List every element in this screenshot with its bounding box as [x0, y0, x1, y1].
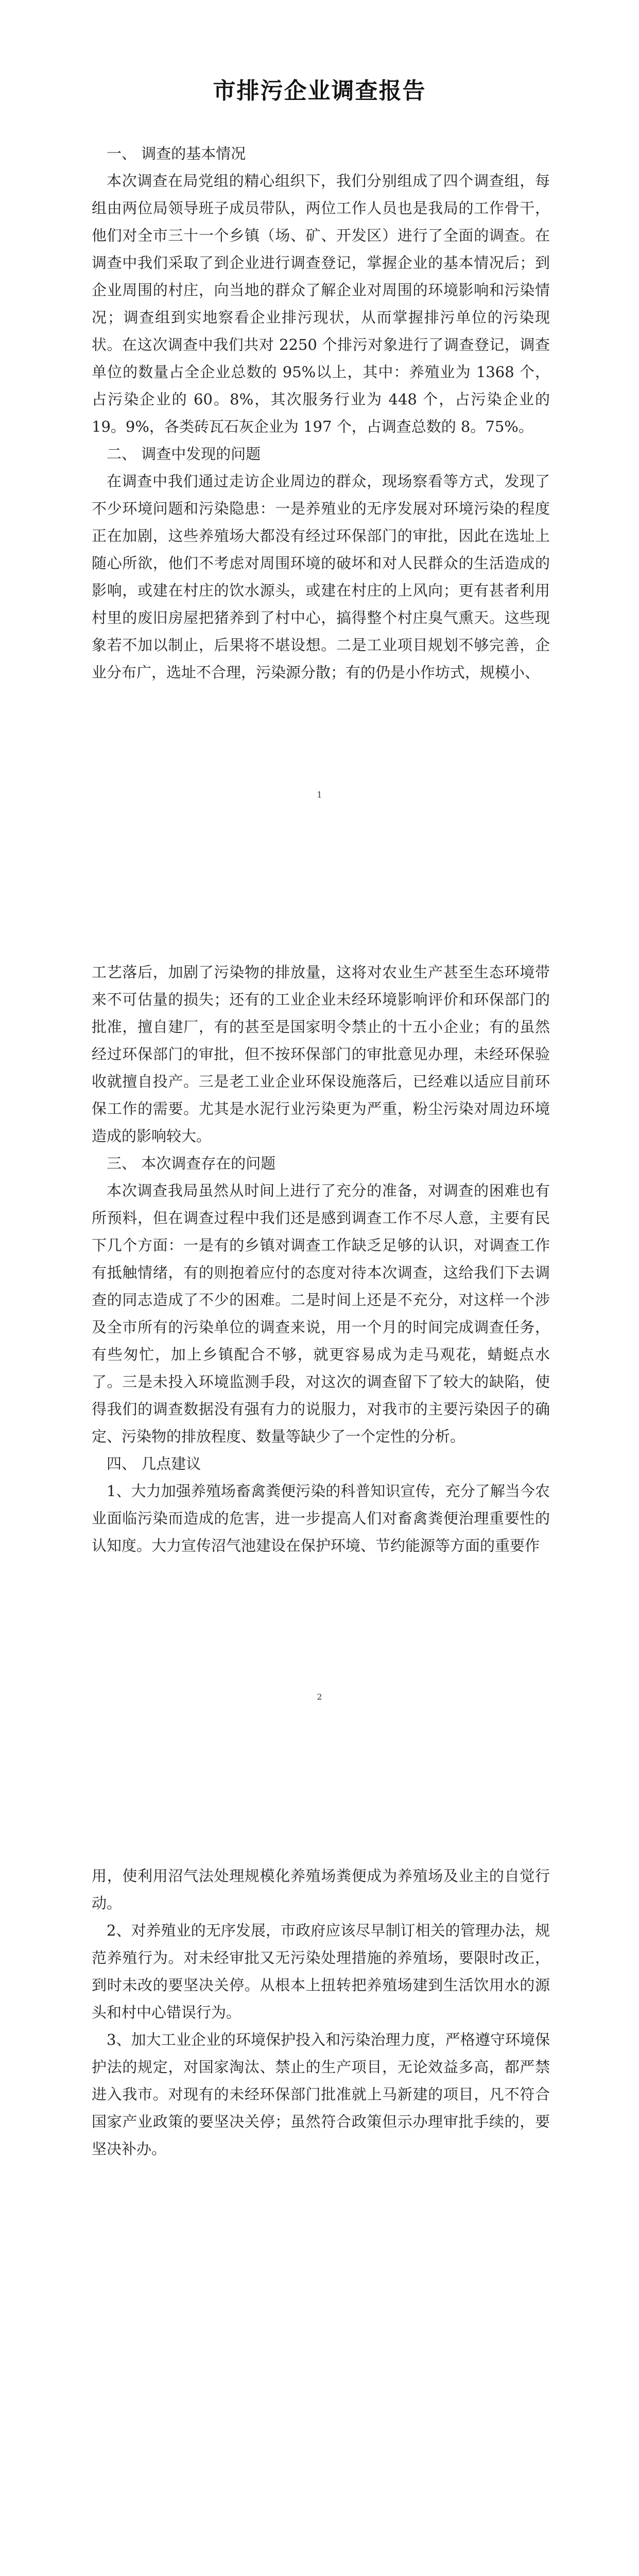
document-page-2	[0, 904, 639, 1807]
document-page-3	[0, 1807, 639, 2576]
page-1-content	[92, 140, 550, 686]
page-number: 2	[317, 1692, 322, 1702]
document-title: 市排污企业调查报告	[213, 78, 426, 104]
page-2-content	[92, 959, 550, 1560]
section-heading-2: 二、 调查中发现的问题	[107, 445, 261, 463]
section-heading-1: 一、 调查的基本情况	[107, 145, 246, 162]
document-page-1	[0, 0, 639, 904]
suggestion-item-3: 3、加大工业企业的环境保护投入和污染治理力度，严格遵守环境保护法的规定，对国家淘汰、禁止的生产项目，无论效益多高，都严禁进入我市。对现有的未经环保部门批准就上马新建的项目，凡不符合国家产业政策的要坚决关停；虽然符合政策但示办理审批手续的，要坚决补办。	[92, 2031, 550, 2158]
section-heading-3: 三、 本次调查存在的问题	[107, 1155, 276, 1172]
page-number: 1	[317, 790, 322, 800]
body-paragraph: 本次调查我局虽然从时间上进行了充分的准备，对调查的困难也有所预料，但在调查过程中我们还是感到调查工作不尽人意，主要有民下几个方面：一是有的乡镇对调查工作缺乏足够的认识，对调查工作有抵触情绪，有的则抱着应付的态度对待本次调查，这给我们下去调查的同志造成了不少的困难。二是时间上还是不充分，对这样一个涉及全市所有的污染单位的调查来说，用一个月的时间完成调查任务，有些匆忙，加上乡镇配合不够，就更容易成为走马观花，蜻蜓点水了。三是未投入环境监测手段，对这次的调查留下了较大的缺陷，使得我们的调查数据没有强有力的说服力，对我市的主要污染因子的确定、污染物的排放程度、数量等缺少了一个定性的分析。	[92, 1182, 550, 1445]
suggestion-item-2: 2、对养殖业的无序发展，市政府应该尽早制订相关的管理办法，规范养殖行为。对未经审批又无污染处理措施的养殖场，要限时改正，到时未改的要坚决关停。从根本上扭转把养殖场建到生活饮用水的源头和村中心错误行为。	[92, 1922, 550, 2021]
continued-paragraph: 工艺落后，加剧了污染物的排放量，这将对农业生产甚至生态环境带来不可估量的损失；还有的工业企业未经环境影响评价和环保部门的批准，擅自建厂，有的甚至是国家明令禁止的十五小企业；有的虽然经过环保部门的审批，但不按环保部门的审批意见办理，未经环保验收就擅自投产。三是老工业企业环保设施落后，已经难以适应目前环保工作的需要。尤其是水泥行业污染更为严重，粉尘污染对周边环境造成的影响较大。	[92, 963, 550, 1145]
suggestion-item-1: 1、大力加强养殖场畜禽粪便污染的科普知识宣传，充分了解当今农业面临污染而造成的危害，进一步提高人们对畜禽粪便治理重要性的认知度。大力宣传沼气池建设在保护环境、节约能源等方面的重要作	[92, 1482, 550, 1554]
body-paragraph: 本次调查在局党组的精心组织下，我们分别组成了四个调查组，每组由两位局领导班子成员带队，两位工作人员也是我局的工作骨干，他们对全市三十一个乡镇（场、矿、开发区）进行了全面的调查。在调查中我们采取了到企业进行调查登记，掌握企业的基本情况后；到企业周围的村庄，向当地的群众了解企业对周围的环境影响和污染情况；调查组到实地察看企业排污现状，从而掌握排污单位的污染现状。在这次调查中我们共对 2250 个排污对象进行了调查登记，调查单位的数量占全企业总数的 95%以上，其中：养殖业为 1368 个，占污染企业的 60。8%，其次服务行业为 448 个，占污染企业的 19。9%，各类砖瓦石灰企业为 197 个，占调查总数的 8。75%。	[92, 172, 550, 435]
page-3-content	[92, 1862, 550, 2163]
section-heading-4: 四、 几点建议	[107, 1455, 201, 1472]
body-paragraph: 在调查中我们通过走访企业周边的群众，现场察看等方式，发现了不少环境问题和污染隐患：一是养殖业的无序发展对环境污染的程度正在加剧，这些养殖场大都没有经过环保部门的审批，因此在选址上随心所欲，他们不考虑对周围环境的破坏和对人民群众的生活造成的影响，或建在村庄的饮水源头，或建在村庄的上风向；更有甚者利用村里的废旧房屋把猪养到了村中心，搞得整个村庄臭气熏天。这些现象若不加以制止，后果将不堪设想。二是工业项目规划不够完善，企业分布广，选址不合理，污染源分散；有的仍是小作坊式，规模小、	[92, 472, 550, 681]
continued-paragraph: 用，使利用沼气法处理规模化养殖场粪便成为养殖场及业主的自觉行动。	[92, 1867, 550, 1912]
